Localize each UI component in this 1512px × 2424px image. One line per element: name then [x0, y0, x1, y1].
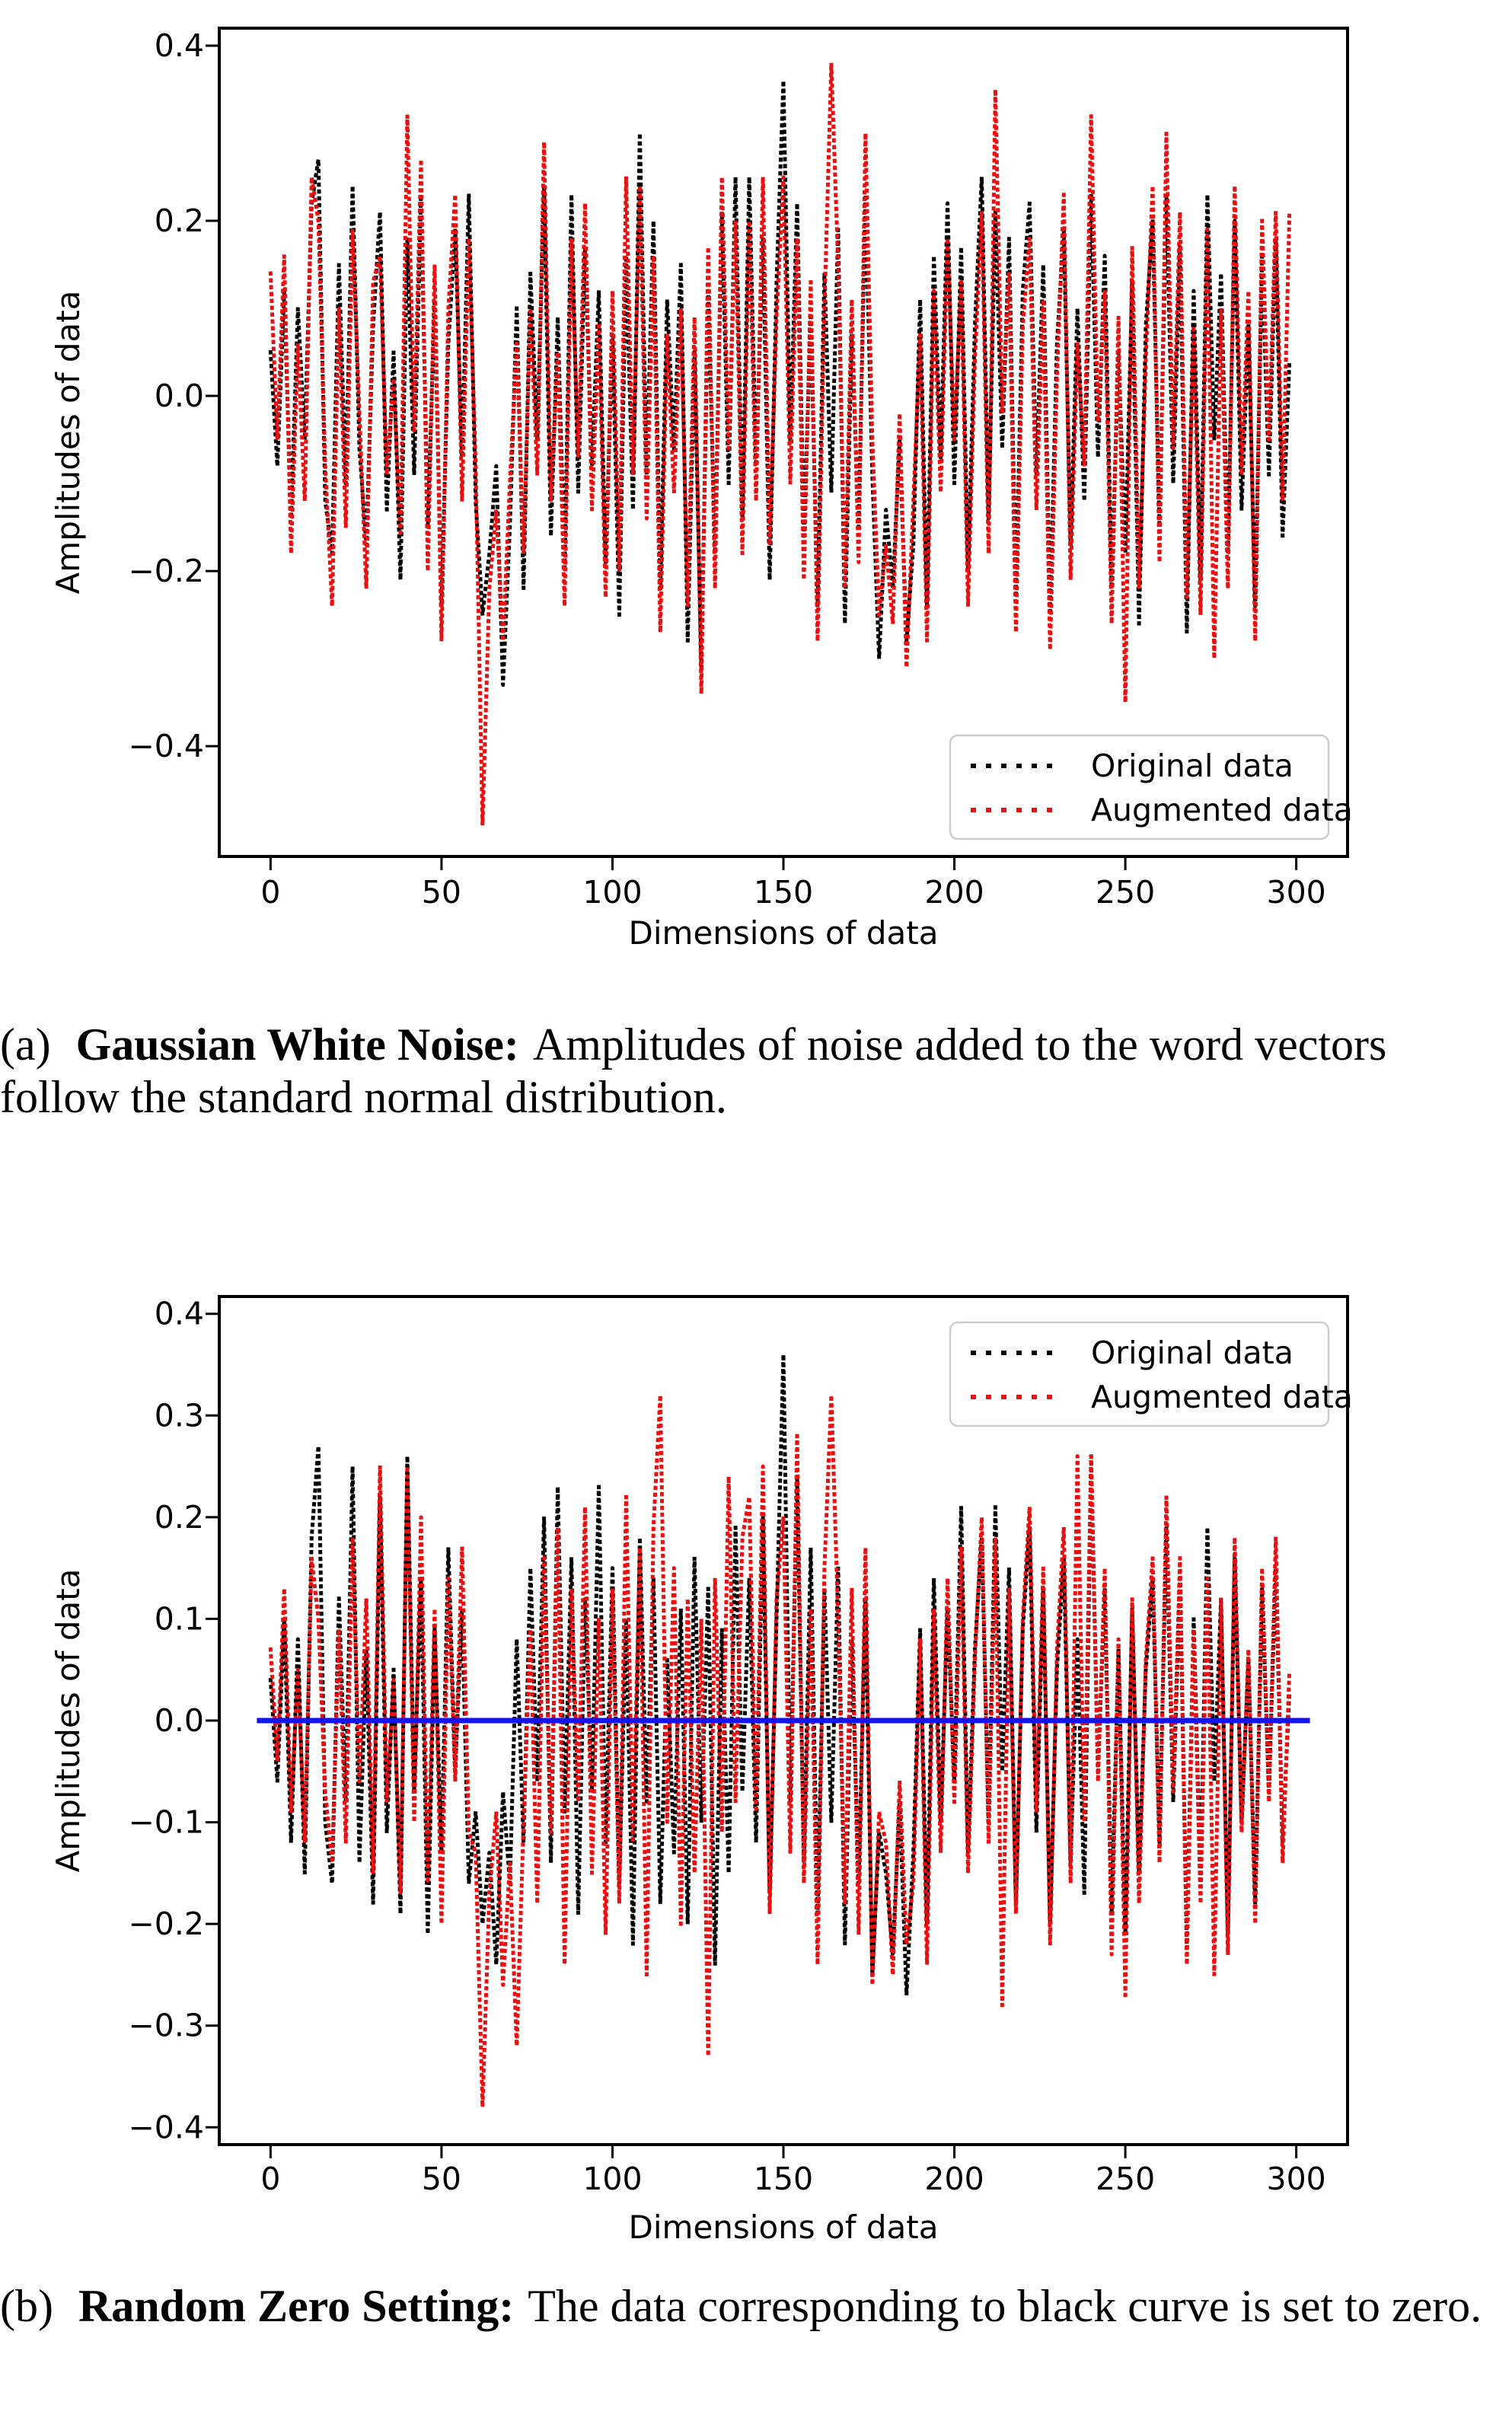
- y-tick-label-a: −0.2: [128, 553, 204, 590]
- x-tick-label-a: 50: [421, 874, 461, 911]
- x-tick-label-a: 100: [582, 874, 643, 911]
- y-axis-label-b: Amplitudes of data: [49, 1568, 87, 1873]
- x-tick-label-a: 150: [753, 874, 814, 911]
- y-tick-label-b: 0.2: [154, 1498, 204, 1536]
- y-tick-label-b: 0.4: [154, 1295, 204, 1332]
- y-tick-label-b: 0.3: [154, 1397, 204, 1434]
- caption-a-term: Gaussian White Noise:: [75, 1019, 519, 1070]
- x-axis-label-a: Dimensions of data: [628, 914, 939, 952]
- x-tick-label-b: 100: [582, 2161, 643, 2197]
- y-axis-label-a: Amplitudes of data: [49, 290, 87, 595]
- x-tick-label-a: 300: [1266, 874, 1326, 911]
- x-tick-label-b: 50: [421, 2161, 461, 2197]
- x-tick-label-a: 250: [1095, 874, 1156, 911]
- y-tick-label-b: −0.3: [128, 2007, 204, 2044]
- chart-a: [49, 27, 1353, 952]
- legend-label-original-b: Original data: [1091, 1335, 1293, 1371]
- caption-b-term: Random Zero Setting:: [78, 2281, 515, 2331]
- x-tick-label-a: 200: [924, 874, 984, 911]
- caption-a-text: Amplitudes of noise added to the word vectors follow the standard normal distribution.: [0, 1019, 1387, 1122]
- chart-b: [49, 1296, 1353, 2246]
- legend-b: [950, 1322, 1353, 1426]
- y-tick-label-b: −0.1: [128, 1804, 204, 1841]
- y-tick-label-a: 0.0: [154, 378, 204, 415]
- y-tick-label-b: 0.1: [154, 1600, 204, 1638]
- caption-a-index: (a): [0, 1019, 51, 1070]
- legend-label-augmented-b: Augmented data: [1091, 1379, 1353, 1415]
- x-tick-label-b: 150: [753, 2161, 814, 2197]
- x-axis-label-b: Dimensions of data: [628, 2209, 939, 2246]
- y-tick-label-a: 0.2: [154, 203, 204, 240]
- caption-b: [0, 2280, 1501, 2333]
- caption-b-text: The data corresponding to black curve is set to zero.: [528, 2281, 1482, 2331]
- y-tick-label-b: 0.0: [154, 1702, 204, 1739]
- legend-a: [950, 735, 1353, 839]
- y-tick-label-b: −0.2: [128, 1906, 204, 1943]
- y-tick-label-a: 0.4: [154, 27, 204, 65]
- legend-label-augmented-a: Augmented data: [1091, 792, 1353, 828]
- x-tick-label-b: 300: [1266, 2161, 1326, 2197]
- y-tick-label-a: −0.4: [128, 728, 204, 765]
- x-tick-label-b: 200: [924, 2161, 984, 2197]
- legend-label-original-a: Original data: [1091, 748, 1293, 784]
- x-tick-label-a: 0: [260, 874, 281, 911]
- caption-b-index: (b): [0, 2281, 53, 2331]
- y-tick-label-b: −0.4: [128, 2109, 204, 2146]
- x-tick-label-b: 250: [1095, 2161, 1156, 2197]
- caption-a: [0, 1019, 1501, 1124]
- x-tick-label-b: 0: [260, 2161, 281, 2197]
